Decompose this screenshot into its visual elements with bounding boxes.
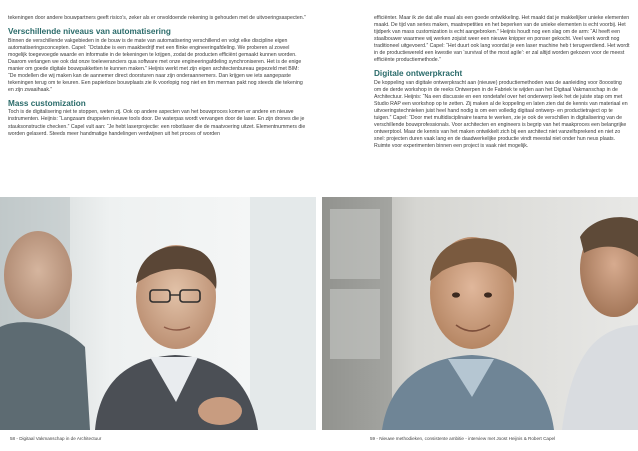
left-page-footer: 58 - Digitaal Vakmanschap in de Architectuur bbox=[10, 436, 102, 441]
right-text-column bbox=[374, 15, 630, 150]
right-page bbox=[322, 0, 638, 451]
left-interview-photo bbox=[0, 197, 316, 430]
section-heading-mass-customization: Mass customization bbox=[8, 98, 86, 108]
automation-paragraph: Binnen de verschillende vakgebieden in de bouw is de mate van automatisering verschillend en volgt elke discipline eigen automatiseringsconcepten. Capel: “Octatube is een maakbedrijf met een flinke engineeringafdeling. We proberen al zoveel mogelijk toegevoegde waarde en informatie in de tekeningen te krijgen, zodat de producten efficiënt gemaakt kunnen worden. Daarom verlangen we ook dat onze toeleveranciers qua software met onze engineeringafdeling synchroniseren. Het is de enige manier om goede digitale bouwpakketten te kunnen maken.” Heijnis werkt met zijn eigen architectenbureau gepezeld met BIM: “De modellen die wij maken kan de aannemer direct doorsturen naar zijn onderaannemers. Dan krijgen we iets aangepaste tekeningen terug om te keuren. Een papierloze bouwplaats zie ik voorlopig nog niet en tim merman pakt nog steeds die tekening en zijn zwaaihaak.” bbox=[8, 37, 303, 93]
left-page bbox=[0, 0, 316, 451]
left-intro-paragraph: tekeningen door andere bouwpartners geeft risico’s, zeker als er onvoldoende rekening is gehouden met de uitvoeringsaspecten.” bbox=[8, 15, 306, 21]
left-text-column bbox=[8, 15, 306, 138]
section-heading-automation: Verschillende niveaus van automatisering bbox=[8, 27, 171, 37]
digital-design-paragraph: De koppeling van digitale ontwerpkracht aan (nieuwe) productiemethoden was de aanleiding voor 8ooosting om de derde workshop in de reeks Ontwerpen in de Fabriek te wijden aan het Digitaal Vakmanschap in de Architectuur. Heijnis: “Na een discussie en een rondetafel over het onderwerp leek het de juiste stap om met Studio RAP een workshop op te zetten. Zij maken al de koppeling en laten zien dat de kennis van materiaal en uitvoeringstechnieken juist heel hand nodig is om een volledig digitaal ontwerp- en productietraject op te tuigen.” Capel: “Door met multidisciplinaire teams te werken, zie je ook de verschillen in digitalisering van de verschillende bouwprofessionals. Voor architecten en engineers is begrip van het maakproces een belangrijke ontwerptool. Maar de kennis van het maken ontwikkelt zich bij een architect niet vanzelfsprekend en niet zo snel: projecten duren vaak lang en de daadwerkelijke productie vindt meestal niet onder hun neus plaats. Ruimte voor experimenten binnen een project is vaak niet mogelijk. bbox=[374, 79, 628, 150]
right-interview-photo bbox=[322, 197, 638, 430]
section-heading-digital-design-power: Digitale ontwerpkracht bbox=[374, 69, 463, 79]
right-page-footer: 59 - Nieuwe methodieken, consistente ambitie - interview met Joost Heijnis & Robert Capel bbox=[370, 436, 556, 441]
right-intro-paragraph: efficiënter. Maar ik zie dat alle maal als een goede ontwikkeling. Het maakt dat je makkelijker unieke elementen maakt. De tijd van series maken, maatrepetities en het beperken van de unieke elementen is echt voorbij. Het tijdperk van mass customization is echt aangebroken.” Heijnis houdt nog een slag om de arm: “Al heeft een staalbouwer waarmee wij werken zojuist weer een nieuwe knipper en ponser gekocht. Veel werk wordt nog traditioneel uitgevoerd.” Capel: “Het duurt ook lang voordat je een laser machine heb t terugverdiend. Het wordt in de productiewereld een kwestie van ‘survival of the most agile’: er zal altijd worden gekozen voor de meest efficiënte productiemethode.” bbox=[374, 15, 630, 64]
mass-customization-paragraph: Toch is de digitalisering niet te stoppen, weten zij. Ook op andere aspecten van het bouwproces komen er andere en nieuwe instrumenten. Heijnis: “Langzaam druppelen nieuwe tools door. De waterpas wordt vervangen door de laser. En zijn drones die je stauksonstructie checken.” Capel vult aan: “Je hebt laserprojectie: een robotlaser die de maatvoering uitzet. Elementnummers die worden gelaserd. Steeds meer handmatige handelingen verdwijnen uit het proces of worden bbox=[8, 109, 306, 137]
